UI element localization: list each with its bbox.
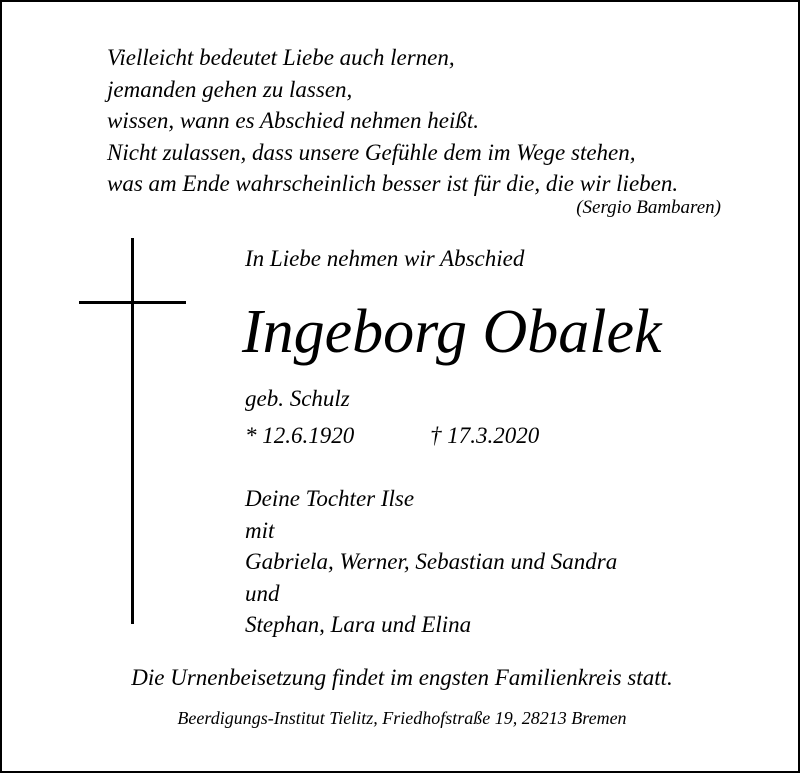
poem-line: jemanden gehen zu lassen, [107, 76, 353, 102]
poem-author: (Sergio Bambaren) [576, 197, 721, 218]
poem [107, 42, 747, 200]
cross-vertical-bar [131, 238, 134, 624]
cross-horizontal-bar [79, 301, 186, 304]
burial-note: Die Urnenbeisetzung findet im engsten Familienkreis statt. [131, 665, 673, 690]
poem-line: was am Ende wahrscheinlich besser ist für die, die wir lieben. [107, 171, 679, 196]
undertaker-info: Beerdigungs-Institut Tielitz, Friedhofstraße 19, 28213 Bremen [177, 708, 627, 728]
deceased-name: Ingeborg Obalek [242, 298, 662, 366]
mourner-line: Deine Tochter Ilse [245, 486, 415, 511]
birth-date: * 12.6.1920 [245, 423, 355, 448]
death-date: † 17.3.2020 [430, 423, 540, 448]
mourner-line: Gabriela, Werner, Sebastian und Sandra [245, 549, 618, 575]
mourner-line: Stephan, Lara und Elina [245, 612, 472, 638]
poem-line: Vielleicht bedeutet Liebe auch lernen, [107, 45, 455, 70]
mourners-list [245, 483, 617, 641]
maiden-name: geb. Schulz [245, 386, 350, 411]
life-dates [245, 423, 539, 449]
poem-line: wissen, wann es Abschied nehmen heißt. [107, 108, 479, 133]
farewell-intro: In Liebe nehmen wir Abschied [245, 246, 525, 271]
poem-line: Nicht zulassen, dass unsere Gefühle dem im Wege stehen, [107, 139, 636, 165]
mourner-line: und [245, 580, 280, 606]
mourner-line: mit [245, 517, 275, 543]
